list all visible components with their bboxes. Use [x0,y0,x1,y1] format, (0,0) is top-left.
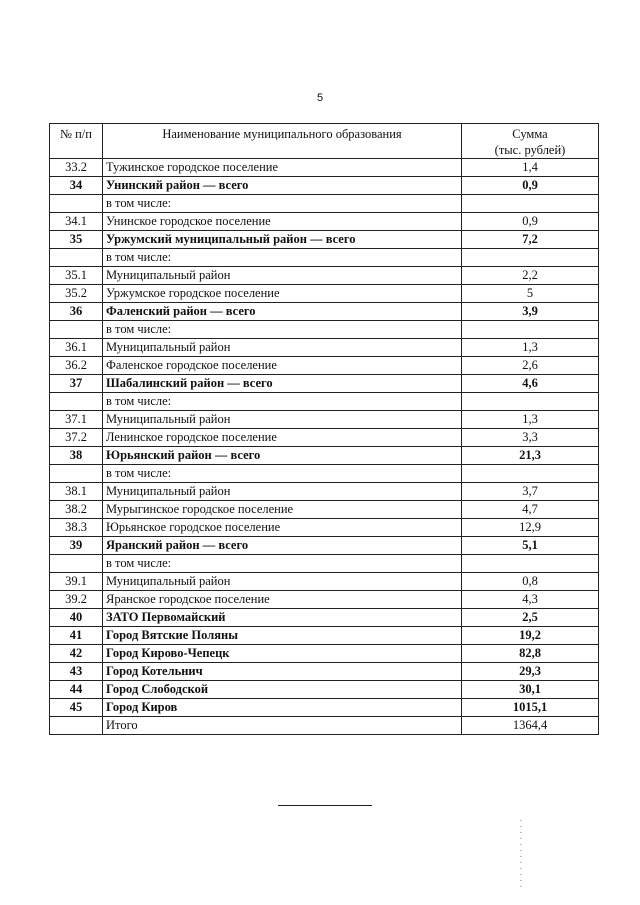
table-row [50,303,599,321]
table-body [50,159,599,735]
row-number [50,195,103,213]
row-name: Мурыгинское городское поселение [103,501,462,519]
row-number [50,393,103,411]
row-sum: 5,1 [462,537,599,555]
row-number: 38.1 [50,483,103,501]
row-name: Юрьянское городское поселение [103,519,462,537]
table-row [50,159,599,177]
table-row [50,519,599,537]
row-name: Унинское городское поселение [103,213,462,231]
row-number: 43 [50,663,103,681]
row-name: Яранское городское поселение [103,591,462,609]
table-row [50,465,599,483]
row-name: ЗАТО Первомайский [103,609,462,627]
row-name: Город Кирово-Чепецк [103,645,462,663]
row-sum: 3,3 [462,429,599,447]
row-sum: 0,8 [462,573,599,591]
row-name: Муниципальный район [103,411,462,429]
row-number: 39.1 [50,573,103,591]
row-name: в том числе: [103,249,462,267]
row-sum: 4,3 [462,591,599,609]
table-header-row [50,124,599,159]
row-number: 35.1 [50,267,103,285]
table-row [50,195,599,213]
table-row [50,537,599,555]
row-number: 38.2 [50,501,103,519]
row-number: 34.1 [50,213,103,231]
row-number: 44 [50,681,103,699]
table-row [50,321,599,339]
row-sum: 4,7 [462,501,599,519]
row-sum: 1364,4 [462,717,599,735]
row-number: 37.1 [50,411,103,429]
row-sum: 1015,1 [462,699,599,717]
row-name: Муниципальный район [103,573,462,591]
table-row [50,555,599,573]
row-sum [462,555,599,573]
table-row [50,591,599,609]
table-row [50,375,599,393]
row-sum: 2,5 [462,609,599,627]
row-number: 35 [50,231,103,249]
row-sum: 0,9 [462,177,599,195]
row-number: 36.1 [50,339,103,357]
row-name: Муниципальный район [103,339,462,357]
header-number: № п/п [50,124,103,159]
row-number: 39 [50,537,103,555]
row-number: 45 [50,699,103,717]
row-sum [462,321,599,339]
row-number: 37 [50,375,103,393]
row-sum [462,195,599,213]
row-number [50,555,103,573]
row-number: 33.2 [50,159,103,177]
row-name: Город Киров [103,699,462,717]
table-row [50,573,599,591]
row-name: Город Вятские Поляны [103,627,462,645]
row-number: 38 [50,447,103,465]
table-row [50,411,599,429]
row-number: 34 [50,177,103,195]
row-number [50,465,103,483]
table-row [50,339,599,357]
row-name: Муниципальный район [103,483,462,501]
row-number [50,717,103,735]
row-name: Итого [103,717,462,735]
row-sum: 3,9 [462,303,599,321]
header-sum-line2: (тыс. рублей) [494,143,566,157]
row-name: в том числе: [103,321,462,339]
row-name: Фаленское городское поселение [103,357,462,375]
row-sum: 3,7 [462,483,599,501]
table-row [50,357,599,375]
row-number [50,321,103,339]
row-number: 41 [50,627,103,645]
table-row [50,483,599,501]
header-sum [462,124,599,159]
table-row [50,447,599,465]
row-name: Муниципальный район [103,267,462,285]
table-row [50,645,599,663]
row-name: Фаленский район — всего [103,303,462,321]
row-name: Город Котельнич [103,663,462,681]
table-row [50,699,599,717]
row-name: Уржумское городское поселение [103,285,462,303]
table-row [50,393,599,411]
row-name: в том числе: [103,195,462,213]
row-number [50,249,103,267]
row-sum: 1,3 [462,411,599,429]
table-row [50,285,599,303]
header-name: Наименование муниципального образования [103,124,462,159]
row-name: Уржумский муниципальный район — всего [103,231,462,249]
row-number: 35.2 [50,285,103,303]
row-number: 36.2 [50,357,103,375]
row-number: 39.2 [50,591,103,609]
table-row [50,231,599,249]
table-row [50,717,599,735]
scan-artifact [520,820,522,890]
row-sum: 7,2 [462,231,599,249]
row-name: в том числе: [103,393,462,411]
table-row [50,213,599,231]
row-sum: 21,3 [462,447,599,465]
row-sum: 12,9 [462,519,599,537]
row-sum: 1,4 [462,159,599,177]
page-number: 5 [316,92,324,104]
row-number: 38.3 [50,519,103,537]
row-sum: 2,6 [462,357,599,375]
footer-divider [278,805,372,806]
row-number: 37.2 [50,429,103,447]
row-sum: 2,2 [462,267,599,285]
row-name: Шабалинский район — всего [103,375,462,393]
table-row [50,501,599,519]
table-row [50,627,599,645]
row-sum [462,465,599,483]
row-sum: 5 [462,285,599,303]
row-sum: 0,9 [462,213,599,231]
table-row [50,681,599,699]
row-name: Город Слободской [103,681,462,699]
allocation-table [49,123,599,735]
row-name: Унинский район — всего [103,177,462,195]
row-name: Яранский район — всего [103,537,462,555]
table-row [50,429,599,447]
row-sum: 19,2 [462,627,599,645]
table-row [50,663,599,681]
row-sum: 82,8 [462,645,599,663]
table-row [50,177,599,195]
row-sum: 29,3 [462,663,599,681]
row-sum: 4,6 [462,375,599,393]
row-name: Ленинское городское поселение [103,429,462,447]
row-number: 42 [50,645,103,663]
table-row [50,249,599,267]
row-sum: 30,1 [462,681,599,699]
header-sum-line1: Сумма [512,127,548,141]
row-name: в том числе: [103,555,462,573]
table-row [50,267,599,285]
row-number: 40 [50,609,103,627]
row-name: Юрьянский район — всего [103,447,462,465]
table-row [50,609,599,627]
row-sum: 1,3 [462,339,599,357]
row-sum [462,393,599,411]
row-name: в том числе: [103,465,462,483]
row-number: 36 [50,303,103,321]
row-sum [462,249,599,267]
row-name: Тужинское городское поселение [103,159,462,177]
